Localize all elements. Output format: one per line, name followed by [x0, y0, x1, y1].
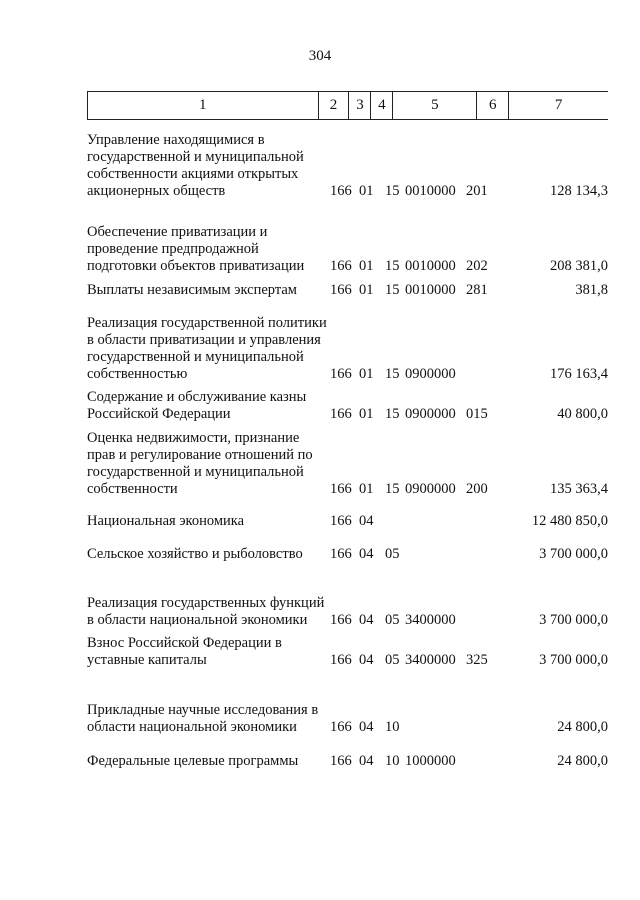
header-col-3: 3 — [349, 92, 371, 119]
row-expense-type-code: 201 — [466, 183, 488, 199]
row-expense-type-code: 281 — [466, 282, 488, 298]
row-subsection-code: 15 — [385, 481, 400, 497]
table-row — [0, 512, 640, 530]
row-subsection-code: 10 — [385, 719, 400, 735]
table-row — [0, 281, 640, 299]
row-subsection-code: 05 — [385, 652, 400, 668]
row-ministry-code: 166 — [330, 652, 352, 668]
row-target-code: 0900000 — [405, 481, 456, 497]
row-subsection-code: 15 — [385, 366, 400, 382]
row-section-code: 01 — [359, 282, 374, 298]
row-section-code: 01 — [359, 183, 374, 199]
row-ministry-code: 166 — [330, 183, 352, 199]
row-ministry-code: 166 — [330, 366, 352, 382]
row-ministry-code: 166 — [330, 406, 352, 422]
header-col-1: 1 — [88, 92, 319, 119]
row-section-code: 04 — [359, 546, 374, 562]
table-row — [0, 132, 640, 200]
row-ministry-code: 166 — [330, 481, 352, 497]
row-amount: 40 800,0 — [557, 406, 608, 422]
table-row — [0, 635, 640, 669]
table-row — [0, 685, 640, 736]
header-col-6: 6 — [477, 92, 509, 119]
row-section-code: 04 — [359, 753, 374, 769]
row-name: Реализация государственной политики в области приватизации и управления государственной и муниципальной собственностью — [87, 315, 327, 382]
row-section-code: 01 — [359, 258, 374, 274]
row-name: Сельское хозяйство и рыболовство — [87, 546, 303, 562]
row-target-code: 0900000 — [405, 406, 456, 422]
row-section-code: 04 — [359, 719, 374, 735]
row-amount: 24 800,0 — [557, 719, 608, 735]
row-expense-type-code: 200 — [466, 481, 488, 497]
row-name: Выплаты независимым экспертам — [87, 282, 297, 298]
row-target-code: 0010000 — [405, 282, 456, 298]
row-name: Прикладные научные исследования в области национальной экономики — [87, 702, 319, 735]
row-name: Содержание и обслуживание казны Российской Федерации — [87, 389, 307, 422]
row-amount: 208 381,0 — [550, 258, 608, 274]
row-subsection-code: 15 — [385, 282, 400, 298]
row-ministry-code: 166 — [330, 546, 352, 562]
row-amount: 176 163,4 — [550, 366, 608, 382]
table-row — [0, 315, 640, 383]
row-subsection-code: 15 — [385, 258, 400, 274]
row-amount: 24 800,0 — [557, 753, 608, 769]
table-row — [0, 207, 640, 275]
row-target-code: 3400000 — [405, 612, 456, 628]
row-amount: 381,8 — [575, 282, 608, 298]
row-name: Оценка недвижимости, признание прав и регулирование отношений по государственной и муниципальной собственности — [87, 430, 313, 497]
row-target-code: 1000000 — [405, 753, 456, 769]
header-col-5: 5 — [393, 92, 477, 119]
row-section-code: 04 — [359, 652, 374, 668]
row-section-code: 04 — [359, 513, 374, 529]
row-name: Федеральные целевые программы — [87, 753, 299, 769]
row-name: Обеспечение приватизации и проведение предпродажной подготовки объектов приватизации — [87, 224, 305, 274]
row-ministry-code: 166 — [330, 719, 352, 735]
row-amount: 135 363,4 — [550, 481, 608, 497]
table-row — [0, 752, 640, 770]
row-name: Реализация государственных функций в области национальной экономики — [87, 595, 325, 628]
row-ministry-code: 166 — [330, 612, 352, 628]
row-subsection-code: 10 — [385, 753, 400, 769]
row-section-code: 01 — [359, 406, 374, 422]
row-name: Взнос Российской Федерации в уставные капиталы — [87, 635, 282, 668]
row-expense-type-code: 015 — [466, 406, 488, 422]
header-col-2: 2 — [319, 92, 350, 119]
header-col-7: 7 — [554, 97, 563, 113]
row-amount: 3 700 000,0 — [539, 652, 608, 668]
row-subsection-code: 05 — [385, 612, 400, 628]
row-section-code: 01 — [359, 481, 374, 497]
row-amount: 3 700 000,0 — [539, 612, 608, 628]
row-amount: 3 700 000,0 — [539, 546, 608, 562]
row-subsection-code: 05 — [385, 546, 400, 562]
row-ministry-code: 166 — [330, 753, 352, 769]
row-expense-type-code: 325 — [466, 652, 488, 668]
table-row — [0, 430, 640, 498]
row-ministry-code: 166 — [330, 282, 352, 298]
row-target-code: 3400000 — [405, 652, 456, 668]
row-name: Национальная экономика — [87, 513, 245, 529]
row-subsection-code: 15 — [385, 406, 400, 422]
table-row — [0, 578, 640, 629]
table-header — [87, 91, 608, 120]
row-amount: 128 134,3 — [550, 183, 608, 199]
row-target-code: 0900000 — [405, 366, 456, 382]
row-name: Управление находящимися в государственной и муниципальной собственности акциями открытых акционерных обществ — [87, 132, 304, 199]
row-ministry-code: 166 — [330, 258, 352, 274]
table-row — [0, 545, 640, 563]
header-col-4: 4 — [371, 92, 393, 119]
row-section-code: 04 — [359, 612, 374, 628]
row-target-code: 0010000 — [405, 183, 456, 199]
row-ministry-code: 166 — [330, 513, 352, 529]
row-target-code: 0010000 — [405, 258, 456, 274]
row-expense-type-code: 202 — [466, 258, 488, 274]
row-amount: 12 480 850,0 — [531, 513, 608, 529]
table-row — [0, 389, 640, 423]
row-subsection-code: 15 — [385, 183, 400, 199]
page-number: 304 — [308, 48, 332, 64]
row-section-code: 01 — [359, 366, 374, 382]
